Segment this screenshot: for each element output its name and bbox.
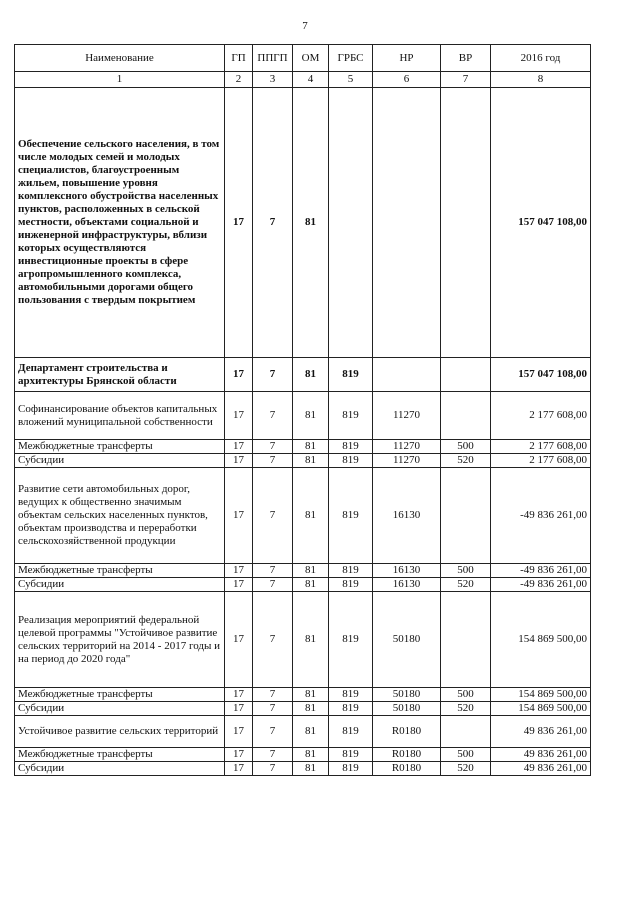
row-vr — [441, 468, 491, 564]
row-amount: -49 836 261,00 — [491, 578, 591, 592]
table-row — [15, 358, 591, 392]
header-ppgp: ППГП — [253, 45, 293, 72]
row-gp: 17 — [225, 454, 253, 468]
row-amount: 157 047 108,00 — [491, 358, 591, 392]
row-vr — [441, 358, 491, 392]
row-name: Обеспечение сельского населения, в том числе молодых семей и молодых специалистов, благоустроенным жильем, повышение уровня комплексного обустройства населенных пунктов, расположенных в сельской местности, объектами социальной и инженерной инфраструктуры, вблизи которых осуществляются инвестиционные проекты в сфере агропромышленного комплекса, автомобильными дорогами общего пользования с твердым покрытием — [15, 88, 225, 358]
column-number: 2 — [225, 72, 253, 88]
row-name: Субсидии — [15, 454, 225, 468]
row-name: Софинансирование объектов капитальных вложений муниципальной собственности — [15, 392, 225, 440]
row-amount: 2 177 608,00 — [491, 392, 591, 440]
table-row — [15, 762, 591, 776]
row-ppgp: 7 — [253, 468, 293, 564]
row-om: 81 — [293, 762, 329, 776]
row-amount: -49 836 261,00 — [491, 564, 591, 578]
header-nr: НР — [373, 45, 441, 72]
row-name: Межбюджетные трансферты — [15, 564, 225, 578]
row-grbs: 819 — [329, 358, 373, 392]
row-om: 81 — [293, 688, 329, 702]
row-om: 81 — [293, 440, 329, 454]
row-gp: 17 — [225, 762, 253, 776]
row-amount: -49 836 261,00 — [491, 468, 591, 564]
row-vr: 500 — [441, 564, 491, 578]
row-vr: 520 — [441, 702, 491, 716]
row-gp: 17 — [225, 440, 253, 454]
row-om: 81 — [293, 358, 329, 392]
row-om: 81 — [293, 592, 329, 688]
row-nr: 11270 — [373, 392, 441, 440]
row-nr: R0180 — [373, 762, 441, 776]
row-ppgp: 7 — [253, 392, 293, 440]
row-vr: 500 — [441, 688, 491, 702]
row-gp: 17 — [225, 688, 253, 702]
row-nr: 11270 — [373, 454, 441, 468]
row-grbs: 819 — [329, 702, 373, 716]
column-number: 5 — [329, 72, 373, 88]
column-number: 1 — [15, 72, 225, 88]
row-name: Департамент строительства и архитектуры Брянской области — [15, 358, 225, 392]
row-om: 81 — [293, 578, 329, 592]
row-grbs: 819 — [329, 392, 373, 440]
row-ppgp: 7 — [253, 440, 293, 454]
row-grbs: 819 — [329, 440, 373, 454]
table-row — [15, 88, 591, 358]
row-name: Межбюджетные трансферты — [15, 688, 225, 702]
row-grbs: 819 — [329, 564, 373, 578]
row-gp: 17 — [225, 392, 253, 440]
row-amount: 49 836 261,00 — [491, 762, 591, 776]
row-grbs: 819 — [329, 716, 373, 748]
row-grbs: 819 — [329, 578, 373, 592]
budget-table — [14, 44, 591, 776]
table-row — [15, 564, 591, 578]
row-amount: 2 177 608,00 — [491, 454, 591, 468]
row-om: 81 — [293, 702, 329, 716]
row-name: Реализация мероприятий федеральной целевой программы "Устойчивое развитие сельских территорий на 2014 - 2017 годы и на период до 2020 года" — [15, 592, 225, 688]
row-om: 81 — [293, 716, 329, 748]
row-grbs — [329, 88, 373, 358]
header-name: Наименование — [15, 45, 225, 72]
row-gp: 17 — [225, 358, 253, 392]
row-grbs: 819 — [329, 592, 373, 688]
row-gp: 17 — [225, 748, 253, 762]
header-amount: 2016 год — [491, 45, 591, 72]
row-ppgp: 7 — [253, 688, 293, 702]
table-row — [15, 440, 591, 454]
row-vr — [441, 88, 491, 358]
table-row — [15, 392, 591, 440]
table-row — [15, 454, 591, 468]
row-gp: 17 — [225, 702, 253, 716]
row-nr: 50180 — [373, 688, 441, 702]
row-vr: 520 — [441, 762, 491, 776]
column-number-row — [15, 72, 591, 88]
row-name: Межбюджетные трансферты — [15, 748, 225, 762]
row-ppgp: 7 — [253, 748, 293, 762]
row-name: Субсидии — [15, 578, 225, 592]
row-amount: 154 869 500,00 — [491, 702, 591, 716]
row-vr — [441, 716, 491, 748]
table-row — [15, 578, 591, 592]
row-ppgp: 7 — [253, 592, 293, 688]
row-nr: 16130 — [373, 578, 441, 592]
row-vr — [441, 592, 491, 688]
table-row — [15, 748, 591, 762]
row-om: 81 — [293, 392, 329, 440]
row-grbs: 819 — [329, 762, 373, 776]
row-name: Развитие сети автомобильных дорог, ведущих к общественно значимым объектам сельских населенных пунктов, объектам производства и переработки сельскохозяйственной продукции — [15, 468, 225, 564]
row-om: 81 — [293, 454, 329, 468]
row-grbs: 819 — [329, 468, 373, 564]
row-nr: 16130 — [373, 468, 441, 564]
row-ppgp: 7 — [253, 454, 293, 468]
row-om: 81 — [293, 468, 329, 564]
row-om: 81 — [293, 564, 329, 578]
header-gp: ГП — [225, 45, 253, 72]
header-row — [15, 45, 591, 72]
row-ppgp: 7 — [253, 702, 293, 716]
row-name: Субсидии — [15, 762, 225, 776]
table-row — [15, 702, 591, 716]
row-vr — [441, 392, 491, 440]
row-nr: R0180 — [373, 716, 441, 748]
row-vr: 520 — [441, 578, 491, 592]
column-number: 8 — [491, 72, 591, 88]
row-gp: 17 — [225, 578, 253, 592]
row-nr: 16130 — [373, 564, 441, 578]
row-amount: 154 869 500,00 — [491, 592, 591, 688]
row-gp: 17 — [225, 564, 253, 578]
row-nr: R0180 — [373, 748, 441, 762]
row-name: Субсидии — [15, 702, 225, 716]
row-ppgp: 7 — [253, 88, 293, 358]
header-grbs: ГРБС — [329, 45, 373, 72]
row-amount: 157 047 108,00 — [491, 88, 591, 358]
row-nr: 50180 — [373, 592, 441, 688]
row-grbs: 819 — [329, 454, 373, 468]
row-ppgp: 7 — [253, 564, 293, 578]
row-grbs: 819 — [329, 748, 373, 762]
row-ppgp: 7 — [253, 358, 293, 392]
row-amount: 49 836 261,00 — [491, 716, 591, 748]
row-ppgp: 7 — [253, 716, 293, 748]
row-nr — [373, 88, 441, 358]
page-number: 7 — [302, 20, 308, 32]
header-vr: ВР — [441, 45, 491, 72]
row-amount: 2 177 608,00 — [491, 440, 591, 454]
column-number: 6 — [373, 72, 441, 88]
table-row — [15, 688, 591, 702]
row-vr: 520 — [441, 454, 491, 468]
row-amount: 154 869 500,00 — [491, 688, 591, 702]
row-vr: 500 — [441, 748, 491, 762]
row-gp: 17 — [225, 716, 253, 748]
row-name: Межбюджетные трансферты — [15, 440, 225, 454]
row-nr — [373, 358, 441, 392]
column-number: 3 — [253, 72, 293, 88]
table-row — [15, 468, 591, 564]
row-vr: 500 — [441, 440, 491, 454]
column-number: 4 — [293, 72, 329, 88]
row-ppgp: 7 — [253, 762, 293, 776]
row-om: 81 — [293, 88, 329, 358]
row-grbs: 819 — [329, 688, 373, 702]
row-name: Устойчивое развитие сельских территорий — [15, 716, 225, 748]
row-nr: 11270 — [373, 440, 441, 454]
header-om: ОМ — [293, 45, 329, 72]
table-row — [15, 716, 591, 748]
row-amount: 49 836 261,00 — [491, 748, 591, 762]
row-nr: 50180 — [373, 702, 441, 716]
row-gp: 17 — [225, 468, 253, 564]
row-om: 81 — [293, 748, 329, 762]
row-ppgp: 7 — [253, 578, 293, 592]
row-gp: 17 — [225, 592, 253, 688]
column-number: 7 — [441, 72, 491, 88]
table-row — [15, 592, 591, 688]
row-gp: 17 — [225, 88, 253, 358]
